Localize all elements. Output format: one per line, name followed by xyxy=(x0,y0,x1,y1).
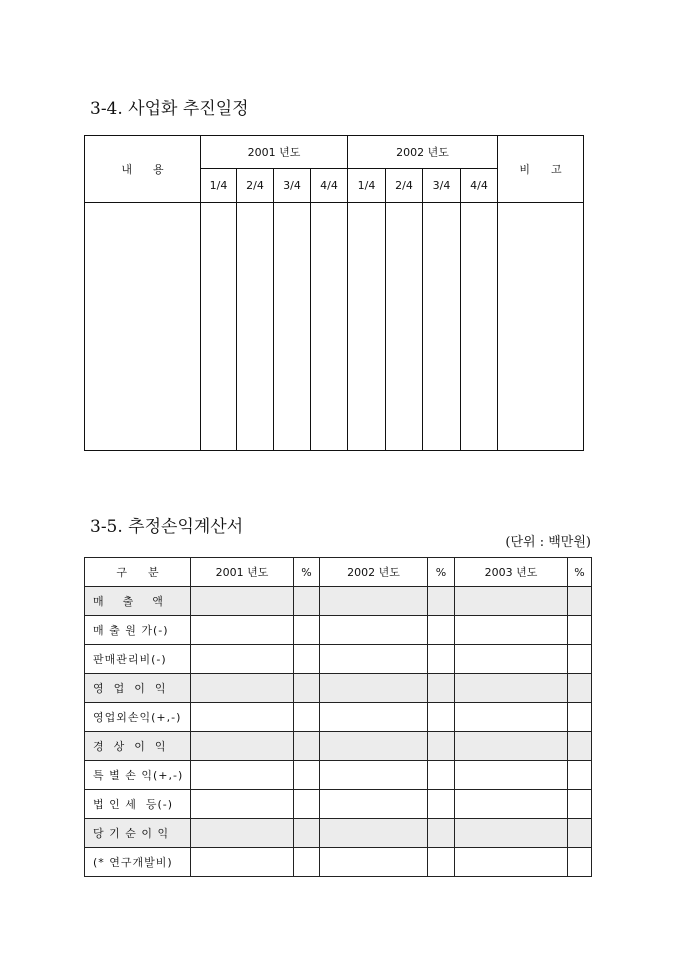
percent-cell[interactable] xyxy=(428,732,455,761)
schedule-cell[interactable] xyxy=(201,203,237,451)
percent-cell[interactable] xyxy=(294,703,320,732)
schedule-cell[interactable] xyxy=(461,203,498,451)
section-title-schedule: 3-4. 사업화 추진일정 xyxy=(90,99,249,119)
value-cell[interactable] xyxy=(455,674,568,703)
row-label: 특 별 손 익(+,-) xyxy=(85,761,191,790)
value-cell[interactable] xyxy=(320,703,428,732)
row-label: 영업외손익(+,-) xyxy=(85,703,191,732)
row-label: 법 인 세 등(-) xyxy=(85,790,191,819)
percent-cell[interactable] xyxy=(428,848,455,877)
header-quarter: 2/4 xyxy=(386,169,423,203)
percent-cell[interactable] xyxy=(568,790,592,819)
value-cell[interactable] xyxy=(191,645,294,674)
percent-cell[interactable] xyxy=(294,616,320,645)
percent-cell[interactable] xyxy=(568,848,592,877)
row-label: 판매관리비(-) xyxy=(85,645,191,674)
percent-cell[interactable] xyxy=(428,674,455,703)
schedule-cell[interactable] xyxy=(348,203,386,451)
row-label: 영 업 이 익 xyxy=(85,674,191,703)
schedule-cell[interactable] xyxy=(423,203,461,451)
header-cell: 2002 년도 xyxy=(320,558,428,587)
percent-cell[interactable] xyxy=(428,587,455,616)
table-row xyxy=(85,732,592,761)
percent-cell[interactable] xyxy=(294,761,320,790)
value-cell[interactable] xyxy=(455,732,568,761)
schedule-cell[interactable] xyxy=(386,203,423,451)
value-cell[interactable] xyxy=(455,761,568,790)
percent-cell[interactable] xyxy=(568,703,592,732)
value-cell[interactable] xyxy=(455,616,568,645)
section-title-income-statement: 3-5. 추정손익계산서 xyxy=(90,517,244,537)
value-cell[interactable] xyxy=(320,848,428,877)
percent-cell[interactable] xyxy=(294,848,320,877)
table-row xyxy=(85,761,592,790)
value-cell[interactable] xyxy=(320,819,428,848)
commercialization-schedule-table xyxy=(84,135,584,451)
header-quarter: 3/4 xyxy=(423,169,461,203)
header-cell: 구 분 xyxy=(85,558,191,587)
value-cell[interactable] xyxy=(191,674,294,703)
header-cell: % xyxy=(568,558,592,587)
percent-cell[interactable] xyxy=(428,761,455,790)
value-cell[interactable] xyxy=(320,761,428,790)
percent-cell[interactable] xyxy=(294,587,320,616)
percent-cell[interactable] xyxy=(568,732,592,761)
value-cell[interactable] xyxy=(455,587,568,616)
value-cell[interactable] xyxy=(320,587,428,616)
value-cell[interactable] xyxy=(455,848,568,877)
percent-cell[interactable] xyxy=(294,674,320,703)
value-cell[interactable] xyxy=(191,761,294,790)
row-label: 매 출 원 가(-) xyxy=(85,616,191,645)
value-cell[interactable] xyxy=(191,848,294,877)
value-cell[interactable] xyxy=(455,819,568,848)
percent-cell[interactable] xyxy=(428,645,455,674)
value-cell[interactable] xyxy=(191,587,294,616)
percent-cell[interactable] xyxy=(294,790,320,819)
value-cell[interactable] xyxy=(455,790,568,819)
schedule-cell[interactable] xyxy=(274,203,311,451)
header-cell: 2003 년도 xyxy=(455,558,568,587)
percent-cell[interactable] xyxy=(568,761,592,790)
table-row xyxy=(85,616,592,645)
table-row xyxy=(85,645,592,674)
table-row xyxy=(85,819,592,848)
value-cell[interactable] xyxy=(320,732,428,761)
unit-label: (단위 : 백만원) xyxy=(505,535,591,550)
header-quarter: 4/4 xyxy=(311,169,348,203)
row-label: 경 상 이 익 xyxy=(85,732,191,761)
table-row xyxy=(85,674,592,703)
value-cell[interactable] xyxy=(191,819,294,848)
table-row xyxy=(85,790,592,819)
percent-cell[interactable] xyxy=(568,587,592,616)
table-row xyxy=(85,703,592,732)
percent-cell[interactable] xyxy=(428,703,455,732)
header-cell: 2001 년도 xyxy=(191,558,294,587)
value-cell[interactable] xyxy=(320,616,428,645)
value-cell[interactable] xyxy=(455,703,568,732)
header-remark: 비 고 xyxy=(498,136,584,203)
percent-cell[interactable] xyxy=(294,732,320,761)
content-cell[interactable] xyxy=(85,203,201,451)
percent-cell[interactable] xyxy=(568,616,592,645)
percent-cell[interactable] xyxy=(568,645,592,674)
percent-cell[interactable] xyxy=(294,645,320,674)
percent-cell[interactable] xyxy=(568,674,592,703)
schedule-cell[interactable] xyxy=(311,203,348,451)
value-cell[interactable] xyxy=(191,616,294,645)
header-quarter: 2/4 xyxy=(237,169,274,203)
row-label: 매 출 액 xyxy=(85,587,191,616)
header-quarter: 1/4 xyxy=(201,169,237,203)
row-label: 당 기 순 이 익 xyxy=(85,819,191,848)
value-cell[interactable] xyxy=(320,674,428,703)
value-cell[interactable] xyxy=(191,703,294,732)
header-content: 내 용 xyxy=(85,136,201,203)
header-year-2001: 2001 년도 xyxy=(201,136,348,169)
value-cell[interactable] xyxy=(320,645,428,674)
header-cell: % xyxy=(294,558,320,587)
schedule-cell[interactable] xyxy=(237,203,274,451)
table-row xyxy=(85,587,592,616)
row-label: (* 연구개발비) xyxy=(85,848,191,877)
income-statement-table xyxy=(84,557,592,877)
header-cell: % xyxy=(428,558,455,587)
table-row xyxy=(85,848,592,877)
percent-cell[interactable] xyxy=(428,819,455,848)
percent-cell[interactable] xyxy=(294,819,320,848)
remark-cell[interactable] xyxy=(498,203,584,451)
header-year-2002: 2002 년도 xyxy=(348,136,498,169)
value-cell[interactable] xyxy=(191,732,294,761)
percent-cell[interactable] xyxy=(568,819,592,848)
value-cell[interactable] xyxy=(320,790,428,819)
percent-cell[interactable] xyxy=(428,790,455,819)
header-quarter: 3/4 xyxy=(274,169,311,203)
value-cell[interactable] xyxy=(191,790,294,819)
header-quarter: 4/4 xyxy=(461,169,498,203)
header-quarter: 1/4 xyxy=(348,169,386,203)
value-cell[interactable] xyxy=(455,645,568,674)
percent-cell[interactable] xyxy=(428,616,455,645)
